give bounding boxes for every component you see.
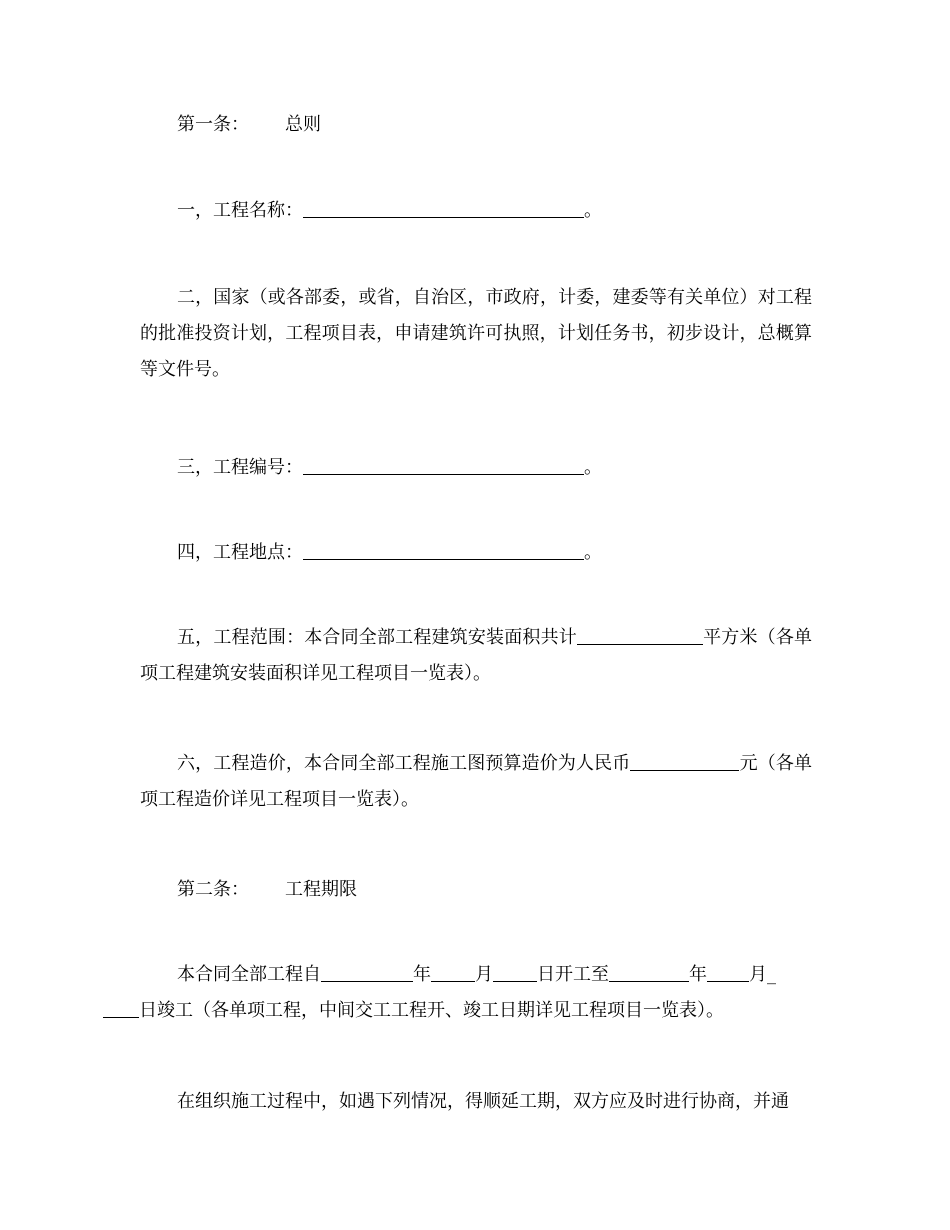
end-year-blank[interactable] [609,957,689,982]
item-project-location-label: 四，工程地点： [177,542,303,563]
item-project-location: 四，工程地点： 。 [140,535,812,571]
item-project-name-label: 一，工程名称： [177,200,303,221]
project-number-blank[interactable] [303,450,584,475]
end-day-blank[interactable] [103,993,139,1018]
item-project-cost: 六，工程造价，本合同全部工程施工图预算造价为人民币 元（各单项工程造价详见工程项目一览表）。 [140,746,812,818]
item-project-scope: 五，工程范围：本合同全部工程建筑安装面积共计 平方米（各单项工程建筑安装面积详见工程项目一览表）。 [140,620,812,692]
period-paragraph: 本合同全部工程自 年 月 日开工至 年 月_ 日竣工（各单项工程，中间交工工程开、竣工日期详见工程项目一览表）。 [140,957,812,1029]
item-approval-documents: 二，国家（或各部委，或省，自治区，市政府，计委，建委等有关单位）对工程的批准投资计划，工程项目表，申请建筑许可执照，计划任务书，初步设计，总概算等文件号。 [140,287,812,380]
article-2-heading-text: 工程期限 [285,879,357,900]
start-month-blank[interactable] [431,957,475,982]
project-location-blank[interactable] [303,535,584,560]
item-project-name: 一，工程名称： 。 [140,193,812,229]
project-name-blank[interactable] [303,193,584,218]
article-1-heading-text: 总则 [285,114,321,135]
article-2-heading [177,872,357,908]
delay-paragraph: 在组织施工过程中，如遇下列情况，得顺延工期，双方应及时进行协商，并通 [177,1091,789,1112]
article-2-title: 第二条： [177,879,249,900]
area-blank[interactable] [577,620,703,645]
item-project-number-label: 三，工程编号： [177,457,303,478]
start-year-blank[interactable] [321,957,413,982]
end-month-blank[interactable] [707,957,749,982]
item-project-number: 三，工程编号： 。 [140,450,812,486]
cost-blank[interactable] [630,746,739,771]
article-1-heading [177,107,321,143]
article-1-title: 第一条： [177,114,249,135]
start-day-blank[interactable] [493,957,537,982]
